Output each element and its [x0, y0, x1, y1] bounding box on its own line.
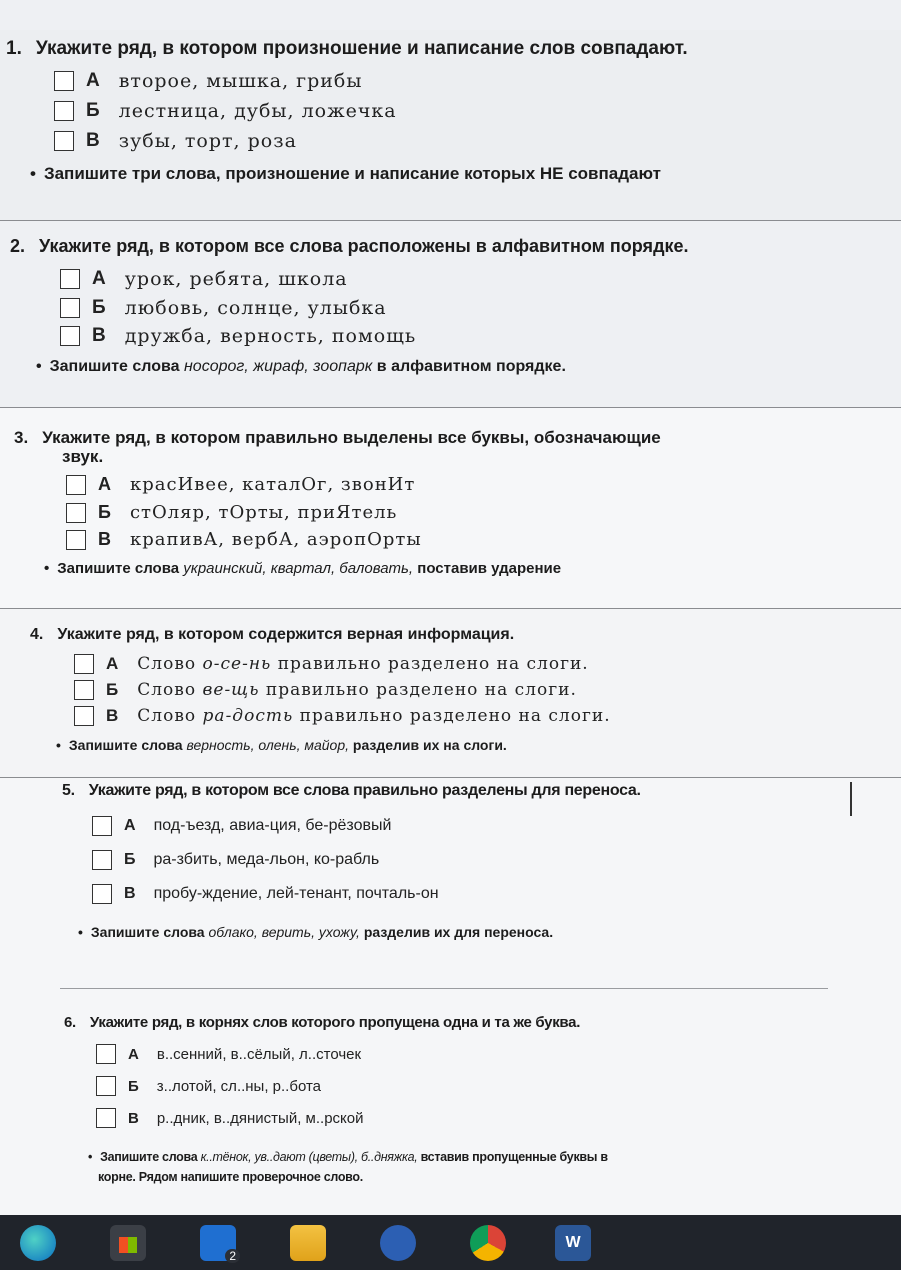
checkbox[interactable]: [96, 1076, 116, 1096]
question-3-text-line2: звук.: [62, 447, 104, 466]
option-5c[interactable]: В пробу-ждение, лей-тенант, почталь-он: [92, 884, 439, 904]
option-6b[interactable]: Б з..лотой, сл..ны, р..бота: [96, 1076, 321, 1096]
media-icon[interactable]: [380, 1225, 416, 1261]
option-4b[interactable]: Б Слово ве-щь правильно разделено на слоги.: [74, 680, 577, 700]
option-3a[interactable]: А красИвее, каталОг, звонИт: [66, 474, 415, 495]
store-icon[interactable]: [110, 1225, 146, 1261]
checkbox[interactable]: [92, 816, 112, 836]
edge-icon[interactable]: [20, 1225, 56, 1261]
task-6: • Запишите слова к..тёнок, ув..дают (цветы), б..дняжка, вставив пропущенные буквы в: [88, 1150, 608, 1164]
option-4c[interactable]: В Слово ра-дость правильно разделено на слоги.: [74, 706, 611, 726]
divider: [60, 988, 828, 989]
checkbox[interactable]: [60, 269, 80, 289]
taskbar: [0, 1215, 901, 1270]
option-3c[interactable]: В крапивА, вербА, аэропОрты: [66, 529, 422, 550]
chrome-icon[interactable]: [470, 1225, 506, 1261]
option-1a[interactable]: А второе, мышка, грибы: [54, 70, 363, 92]
checkbox[interactable]: [54, 101, 74, 121]
task-3: • Запишите слова украинский, квартал, баловать, поставив ударение: [44, 560, 562, 577]
mail-icon[interactable]: [200, 1225, 236, 1261]
checkbox[interactable]: [92, 850, 112, 870]
option-2c[interactable]: В дружба, верность, помощь: [60, 325, 416, 347]
checkbox[interactable]: [54, 131, 74, 151]
option-5a[interactable]: А под-ъезд, авиа-ция, бе-рёзовый: [92, 816, 391, 836]
option-1b[interactable]: Б лестница, дубы, ложечка: [54, 100, 397, 122]
question-3-text: 3. Укажите ряд, в котором правильно выделены все буквы, обозначающие: [14, 428, 661, 447]
option-3b[interactable]: Б стОляр, тОрты, приЯтель: [66, 502, 397, 523]
checkbox[interactable]: [66, 530, 86, 550]
question-2-text: 2. Укажите ряд, в котором все слова расположены в алфавитном порядке.: [10, 236, 689, 256]
checkbox[interactable]: [66, 475, 86, 495]
task-2: • Запишите слова носорог, жираф, зоопарк в алфавитном порядке.: [36, 358, 566, 375]
checkbox[interactable]: [96, 1044, 116, 1064]
question-5-text: 5. Укажите ряд, в котором все слова правильно разделены для переноса.: [62, 782, 641, 799]
task-5: • Запишите слова облако, верить, ухожу, разделив их для переноса.: [78, 924, 554, 940]
option-2a[interactable]: А урок, ребята, школа: [60, 268, 348, 290]
option-2b[interactable]: Б любовь, солнце, улыбка: [60, 297, 387, 319]
question-number: 1.: [6, 38, 22, 59]
option-6a[interactable]: А в..сенний, в..сёлый, л..сточек: [96, 1044, 361, 1064]
checkbox[interactable]: [60, 298, 80, 318]
option-5b[interactable]: Б ра-збить, меда-льон, ко-рабль: [92, 850, 379, 870]
explorer-icon[interactable]: [290, 1225, 326, 1261]
checkbox[interactable]: [96, 1108, 116, 1128]
task-4: • Запишите слова верность, олень, майор, разделив их на слоги.: [56, 737, 507, 753]
checkbox[interactable]: [60, 326, 80, 346]
mail-badge: 2: [225, 1249, 240, 1263]
option-4a[interactable]: А Слово о-се-нь правильно разделено на слоги.: [74, 654, 589, 674]
question-1-text: 1. Укажите ряд, в котором произношение и написание слов совпадают.: [6, 38, 688, 59]
checkbox[interactable]: [66, 503, 86, 523]
checkbox[interactable]: [92, 884, 112, 904]
task-1: • Запишите три слова, произношение и написание которых НЕ совпадают: [30, 164, 661, 183]
question-4-text: 4. Укажите ряд, в котором содержится верная информация.: [30, 626, 515, 643]
word-icon[interactable]: W: [555, 1225, 591, 1261]
text-cursor: [850, 782, 852, 816]
question-6-text: 6. Укажите ряд, в корнях слов которого пропущена одна и та же буква.: [64, 1014, 581, 1031]
option-6c[interactable]: В р..дник, в..дянистый, м..рской: [96, 1108, 363, 1128]
option-1c[interactable]: В зубы, торт, роза: [54, 130, 297, 152]
checkbox[interactable]: [74, 654, 94, 674]
checkbox[interactable]: [74, 680, 94, 700]
checkbox[interactable]: [74, 706, 94, 726]
task-6-line2: корне. Рядом напишите проверочное слово.: [98, 1170, 363, 1184]
checkbox[interactable]: [54, 71, 74, 91]
